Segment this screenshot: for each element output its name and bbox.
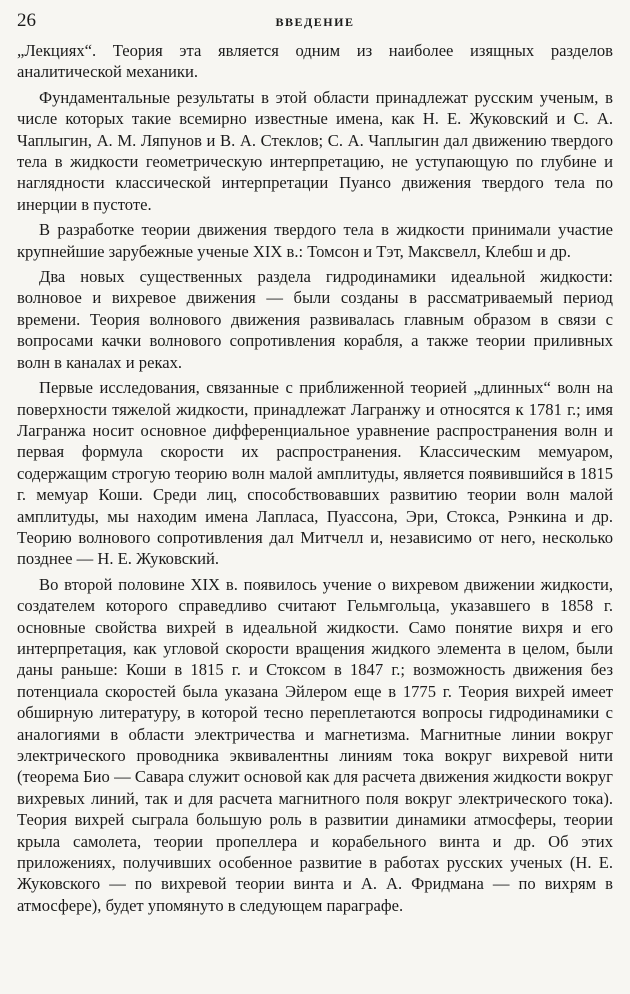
paragraph-long-waves: Первые исследования, связанные с приближенной теорией „длинных“ волн на поверхности тяжелой жидкости, принадлежат Лагранжу и относятся к 1781 г.; имя Лагранжа носит основное дифференциальное уравнение распространения волн и первая формула скорости их распространения. Классическим мемуаром, содержащим строгую теорию волн малой амплитуды, является появившийся в 1815 г. мемуар Коши. Среди лиц, способствовавших развитию теории волн малой амплитуды, мы находим имена Лапласа, Пуассона, Эри, Стокса, Рэнкина и др. Теорию волнового сопротивления дал Митчелл и, независимо от него, несколько позднее — Н. Е. Жуковский.	[17, 378, 613, 569]
paragraph-continuation: „Лекциях“. Теория эта является одним из наиболее изящных разделов аналитической механики.	[17, 41, 613, 82]
page-header	[17, 10, 613, 40]
paragraph-russian-scientists: Фундаментальные результаты в этой области принадлежат русским ученым, в числе которых такие всемирно известные имена, как Н. Е. Жуковский и С. А. Чаплыгин, А. М. Ляпунов и В. А. Стеклов; С. А. Чаплыгин дал движению твердого тела в жидкости геометрическую интерпретацию, не уступающую по глубине и наглядности классической интерпретации Пуансо движения твердого тела по инерции в пустоте.	[17, 87, 613, 214]
paragraph-wave-vortex: Два новых существенных раздела гидродинамики идеальной жидкости: волновое и вихревое движения — были созданы в рассматриваемый период времени. Теория волнового движения развивалась главным образом в связи с вопросами качки волнового сопротивления корабля, а также теории приливных волн в каналах и реках.	[17, 267, 613, 372]
page-number: 26	[17, 10, 36, 31]
body-text	[17, 40, 613, 916]
running-head: ВВЕДЕНИЕ	[275, 15, 355, 29]
paragraph-vortex-theory: Во второй половине XIX в. появилось учение о вихревом движении жидкости, создателем которого справедливо считают Гельмгольца, указавшего в 1858 г. основные свойства вихрей в идеальной жидкости. Само понятие вихря и его интерпретация, как угловой скорости вращения жидкого элемента в целом, были даны раньше: Коши в 1815 г. и Стоксом в 1847 г.; возможность движения без потенциала скоростей была указана Эйлером еще в 1775 г. Теория вихрей имеет обширную литературу, в которой тесно переплетаются вопросы гидродинамики с аналогиями в области электричества и магнетизма. Магнитные линии вокруг электрического проводника эквивалентны линиям тока вокруг вихревой нити (теорема Био — Савара служит основой как для расчета движения жидкости вокруг вихревых линий, так и для расчета магнитного поля вокруг электрического тока). Теория вихрей сыграла большую роль в развитии динамики атмосферы, теории крыла самолета, теории пропеллера и корабельного винта и др. Об этих приложениях, получивших особенное развитие в работах русских ученых (Н. Е. Жуковского — по вихревой теории винта и А. А. Фридмана — по вихрям в атмосфере), будет упомянуто в следующем параграфе.	[17, 574, 613, 915]
paragraph-foreign-scientists: В разработке теории движения твердого тела в жидкости принимали участие крупнейшие зарубежные ученые XIX в.: Томсон и Тэт, Максвелл, Клебш и др.	[17, 220, 613, 261]
